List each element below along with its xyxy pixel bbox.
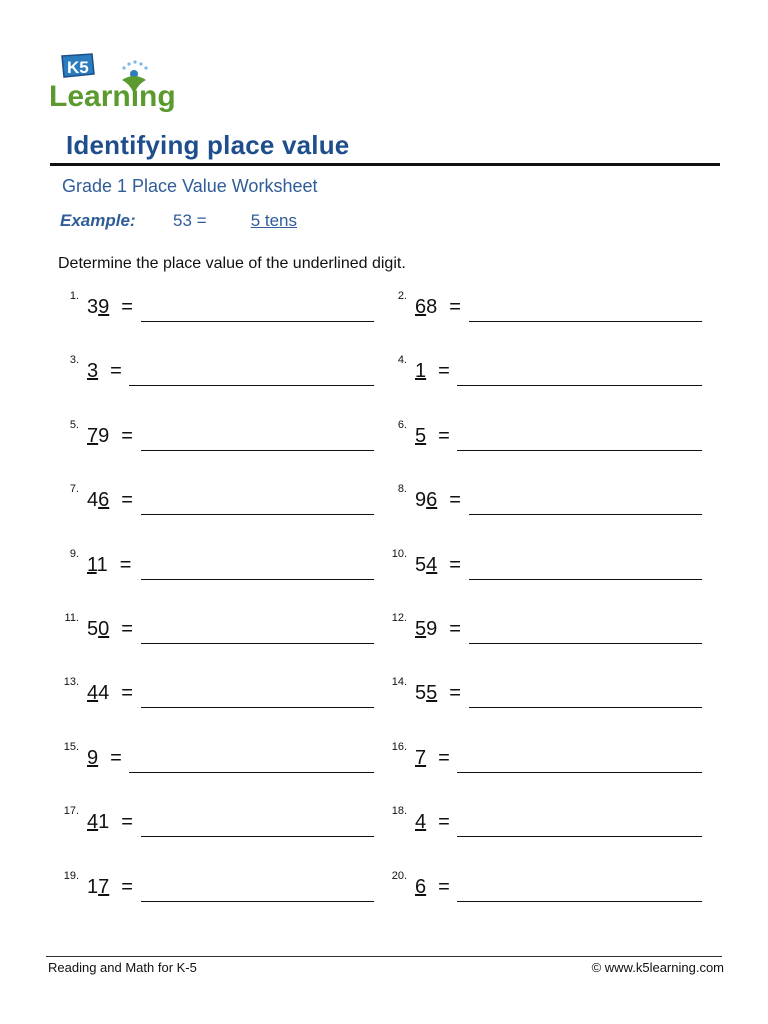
answer-blank[interactable] <box>141 579 374 580</box>
answer-blank[interactable] <box>457 772 702 773</box>
digit: 8 <box>426 296 438 318</box>
digit: 5 <box>415 682 427 705</box>
problem-item <box>44 290 384 324</box>
problem-expression <box>415 747 450 770</box>
equals-sign: = <box>438 811 450 834</box>
equals-sign: = <box>449 618 461 640</box>
digit: 5 <box>415 553 427 576</box>
problem-item <box>44 354 384 388</box>
problem-number: 16. <box>391 740 407 753</box>
digit: 3 <box>87 296 99 318</box>
problem-expression <box>87 360 122 383</box>
problem-item <box>44 483 384 517</box>
logo-word: Learning <box>49 80 176 113</box>
answer-blank[interactable] <box>469 643 702 644</box>
equals-sign: = <box>438 875 450 898</box>
problem-number: 20. <box>391 869 407 882</box>
problem-item <box>44 612 384 646</box>
underlined-digit: 1 <box>87 553 97 576</box>
problem-item <box>372 676 712 710</box>
problem-item <box>44 870 384 904</box>
problem-expression <box>415 682 461 705</box>
underlined-digit: 6 <box>415 875 427 898</box>
answer-blank[interactable] <box>141 643 374 644</box>
instructions: Determine the place value of the underlined digit. <box>58 255 406 272</box>
equals-sign: = <box>121 875 133 898</box>
problem-number: 19. <box>63 869 79 882</box>
problem-number: 7. <box>69 483 79 496</box>
problem-item <box>372 419 712 453</box>
answer-blank[interactable] <box>469 514 702 515</box>
problem-expression <box>87 618 133 641</box>
equals-sign: = <box>119 553 132 576</box>
underlined-digit: 4 <box>87 811 99 834</box>
example-equals: = <box>196 211 207 230</box>
digit: 4 <box>87 489 99 512</box>
digit: 5 <box>87 618 99 640</box>
answer-blank[interactable] <box>457 385 702 386</box>
problem-item <box>44 741 384 775</box>
example-question <box>173 211 207 231</box>
digit: 4 <box>98 682 110 705</box>
answer-blank[interactable] <box>457 901 702 902</box>
answer-blank[interactable] <box>469 321 702 322</box>
problem-item <box>372 870 712 904</box>
digit: 9 <box>98 424 110 447</box>
digit: 9 <box>415 489 427 512</box>
problem-expression <box>87 811 133 834</box>
logo-badge-text: K5 <box>67 58 89 77</box>
equals-sign: = <box>449 682 461 705</box>
equals-sign: = <box>449 296 461 318</box>
underlined-digit: 1 <box>415 360 427 383</box>
problem-number: 4. <box>397 354 407 367</box>
equals-sign: = <box>449 553 461 576</box>
worksheet-title: Identifying place value <box>66 130 350 160</box>
problem-expression <box>87 296 133 319</box>
problem-item <box>372 805 712 839</box>
answer-blank[interactable] <box>129 772 374 773</box>
equals-sign: = <box>121 811 133 834</box>
equals-sign: = <box>110 746 122 769</box>
underlined-digit: 6 <box>426 489 438 512</box>
equals-sign: = <box>121 424 133 447</box>
problem-number: 3. <box>69 354 79 367</box>
problem-expression <box>415 425 450 448</box>
k5-badge <box>62 54 94 77</box>
problem-expression <box>415 554 461 577</box>
digit: 1 <box>98 811 110 834</box>
problem-number: 5. <box>69 418 79 431</box>
answer-blank[interactable] <box>141 514 374 515</box>
problem-expression <box>415 876 450 899</box>
underlined-digit: 4 <box>87 682 99 705</box>
equals-sign: = <box>121 489 133 512</box>
problem-item <box>372 354 712 388</box>
equals-sign: = <box>110 360 122 383</box>
problem-number: 12. <box>391 612 407 624</box>
underlined-digit: 5 <box>173 211 183 230</box>
example-number <box>173 211 197 230</box>
underlined-digit: 5 <box>415 424 427 447</box>
equals-sign: = <box>438 424 450 447</box>
underlined-digit: 4 <box>415 811 427 834</box>
problem-number: 17. <box>63 805 79 818</box>
underlined-digit: 7 <box>98 875 110 898</box>
answer-blank[interactable] <box>141 901 374 902</box>
problem-item <box>372 290 712 324</box>
problem-expression <box>87 747 122 770</box>
example-label: Example: <box>60 211 136 230</box>
equals-sign: = <box>121 682 133 705</box>
underlined-digit: 9 <box>98 296 110 318</box>
answer-blank[interactable] <box>469 579 702 580</box>
equals-sign: = <box>438 360 450 383</box>
problem-number: 11. <box>64 612 79 624</box>
footer-divider <box>46 956 722 957</box>
problem-number: 6. <box>397 418 407 431</box>
problem-number: 10. <box>391 547 407 560</box>
problem-item <box>372 548 712 582</box>
underlined-digit: 6 <box>415 296 427 318</box>
equals-sign: = <box>121 618 133 640</box>
answer-blank[interactable] <box>141 836 374 837</box>
problem-expression <box>415 811 450 834</box>
problem-item <box>44 548 384 582</box>
worksheet-subtitle: Grade 1 Place Value Worksheet <box>62 176 318 196</box>
underlined-digit: 6 <box>98 489 110 512</box>
problem-number: 15. <box>63 740 79 753</box>
example-answer: 5 tens <box>250 211 297 230</box>
digit: 1 <box>87 875 99 898</box>
underlined-digit: 5 <box>426 682 438 705</box>
problem-expression <box>87 425 133 448</box>
k5-learning-logo <box>48 50 188 114</box>
answer-blank[interactable] <box>141 450 374 451</box>
problem-expression <box>415 360 450 383</box>
problem-item <box>44 805 384 839</box>
underlined-digit: 0 <box>98 618 110 640</box>
problem-item <box>44 676 384 710</box>
problem-number: 9. <box>69 547 79 560</box>
problem-item <box>372 612 712 646</box>
answer-blank[interactable] <box>457 450 702 451</box>
problem-number: 8. <box>397 483 407 496</box>
problem-expression <box>87 876 133 899</box>
digit: 1 <box>96 553 108 576</box>
footer-copyright: © www.k5learning.com <box>591 960 724 975</box>
problem-item <box>372 741 712 775</box>
underlined-digit: 3 <box>87 360 99 383</box>
answer-blank[interactable] <box>457 836 702 837</box>
problem-number: 2. <box>397 290 407 302</box>
title-divider <box>50 163 720 166</box>
example-row <box>60 211 297 231</box>
equals-sign: = <box>449 489 461 512</box>
answer-blank[interactable] <box>141 321 374 322</box>
problem-number: 14. <box>391 676 407 689</box>
underlined-digit: 9 <box>87 746 99 769</box>
problem-number: 13. <box>63 676 79 689</box>
digit: 9 <box>426 618 438 640</box>
problem-number: 18. <box>391 805 407 818</box>
answer-blank[interactable] <box>469 707 702 708</box>
problem-expression <box>415 296 461 319</box>
problem-item <box>44 419 384 453</box>
underlined-digit: 5 <box>415 618 427 640</box>
equals-sign: = <box>121 296 133 318</box>
digit: 3 <box>182 211 192 230</box>
answer-blank[interactable] <box>141 707 374 708</box>
problem-item <box>372 483 712 517</box>
answer-blank[interactable] <box>129 385 374 386</box>
problem-expression <box>87 682 133 705</box>
underlined-digit: 7 <box>415 746 427 769</box>
problem-number: 1. <box>69 290 79 302</box>
underlined-digit: 7 <box>87 424 99 447</box>
problem-expression <box>415 618 461 641</box>
equals-sign: = <box>438 746 450 769</box>
underlined-digit: 4 <box>426 553 438 576</box>
problem-expression <box>415 489 461 512</box>
footer-left-text: Reading and Math for K-5 <box>48 960 197 975</box>
problem-expression <box>87 554 131 577</box>
problem-expression <box>87 489 133 512</box>
